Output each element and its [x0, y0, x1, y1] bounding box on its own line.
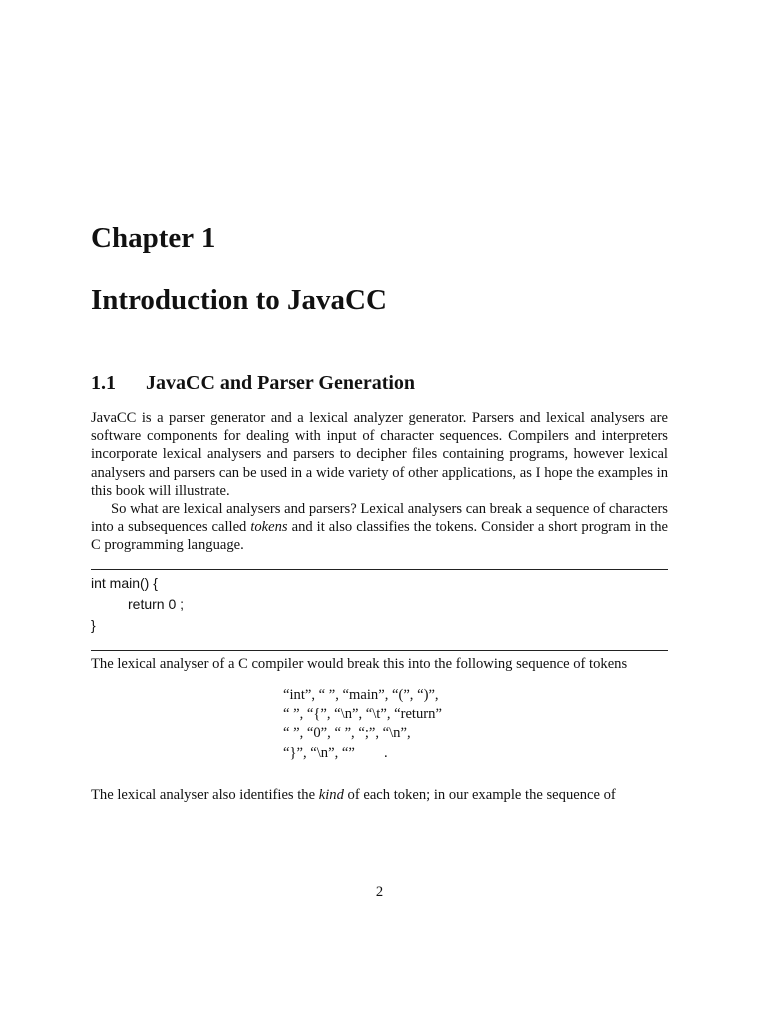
token-line: “ ”, “{”, “\n”, “\t”, “return”	[283, 706, 442, 723]
intro-paragraph: JavaCC is a parser generator and a lexical analyzer generator. Parsers and lexical analysers are software components for dealing with input of character sequences. Compilers and interpreters incorporate lexical analysers and parsers to decipher files containing programs, however lexical analysers and parsers can be used in a wide variety of other applications, as I hope the examples in this book will illustrate.	[91, 410, 668, 499]
token-sequence	[283, 686, 442, 763]
code-line: }	[91, 617, 96, 633]
token-line: “ ”, “0”, “ ”, “;”, “\n”,	[283, 725, 411, 742]
tokens-paragraph-end: and it also classifies the tokens. Consider a short program in the C programming language.	[91, 519, 668, 554]
page-number: 2	[375, 884, 384, 900]
tokens-emphasis: tokens	[250, 519, 288, 536]
token-line: “}”, “\n”, “” .	[283, 744, 388, 761]
lexer-paragraph: The lexical analyser of a C compiler would break this into the following sequence of tokens	[91, 656, 628, 672]
section-title: JavaCC and Parser Generation	[146, 372, 416, 394]
chapter-label: Chapter 1	[91, 222, 216, 254]
code-rule-bottom	[91, 650, 668, 651]
kind-paragraph	[91, 786, 668, 804]
section-number: 1.1	[91, 372, 116, 394]
kind-paragraph-start: The lexical analyser also identifies the	[91, 787, 319, 803]
code-line: int main() {	[91, 575, 158, 591]
chapter-title: Introduction to JavaCC	[91, 284, 387, 316]
kind-paragraph-end: of each token; in our example the sequence of	[343, 787, 616, 803]
kind-emphasis: kind	[318, 787, 344, 803]
section-heading	[91, 372, 415, 395]
document-page	[91, 0, 668, 1024]
code-rule-top	[91, 569, 668, 570]
code-line: return 0 ;	[128, 596, 185, 612]
tokens-paragraph-start: So what are lexical analysers and parsers? Lexical analysers can break a sequence of characters into a subsequences called	[91, 501, 668, 536]
code-listing	[91, 573, 184, 636]
tokens-paragraph	[91, 500, 668, 555]
token-line: “int”, “ ”, “main”, “(”, “)”,	[283, 687, 439, 703]
